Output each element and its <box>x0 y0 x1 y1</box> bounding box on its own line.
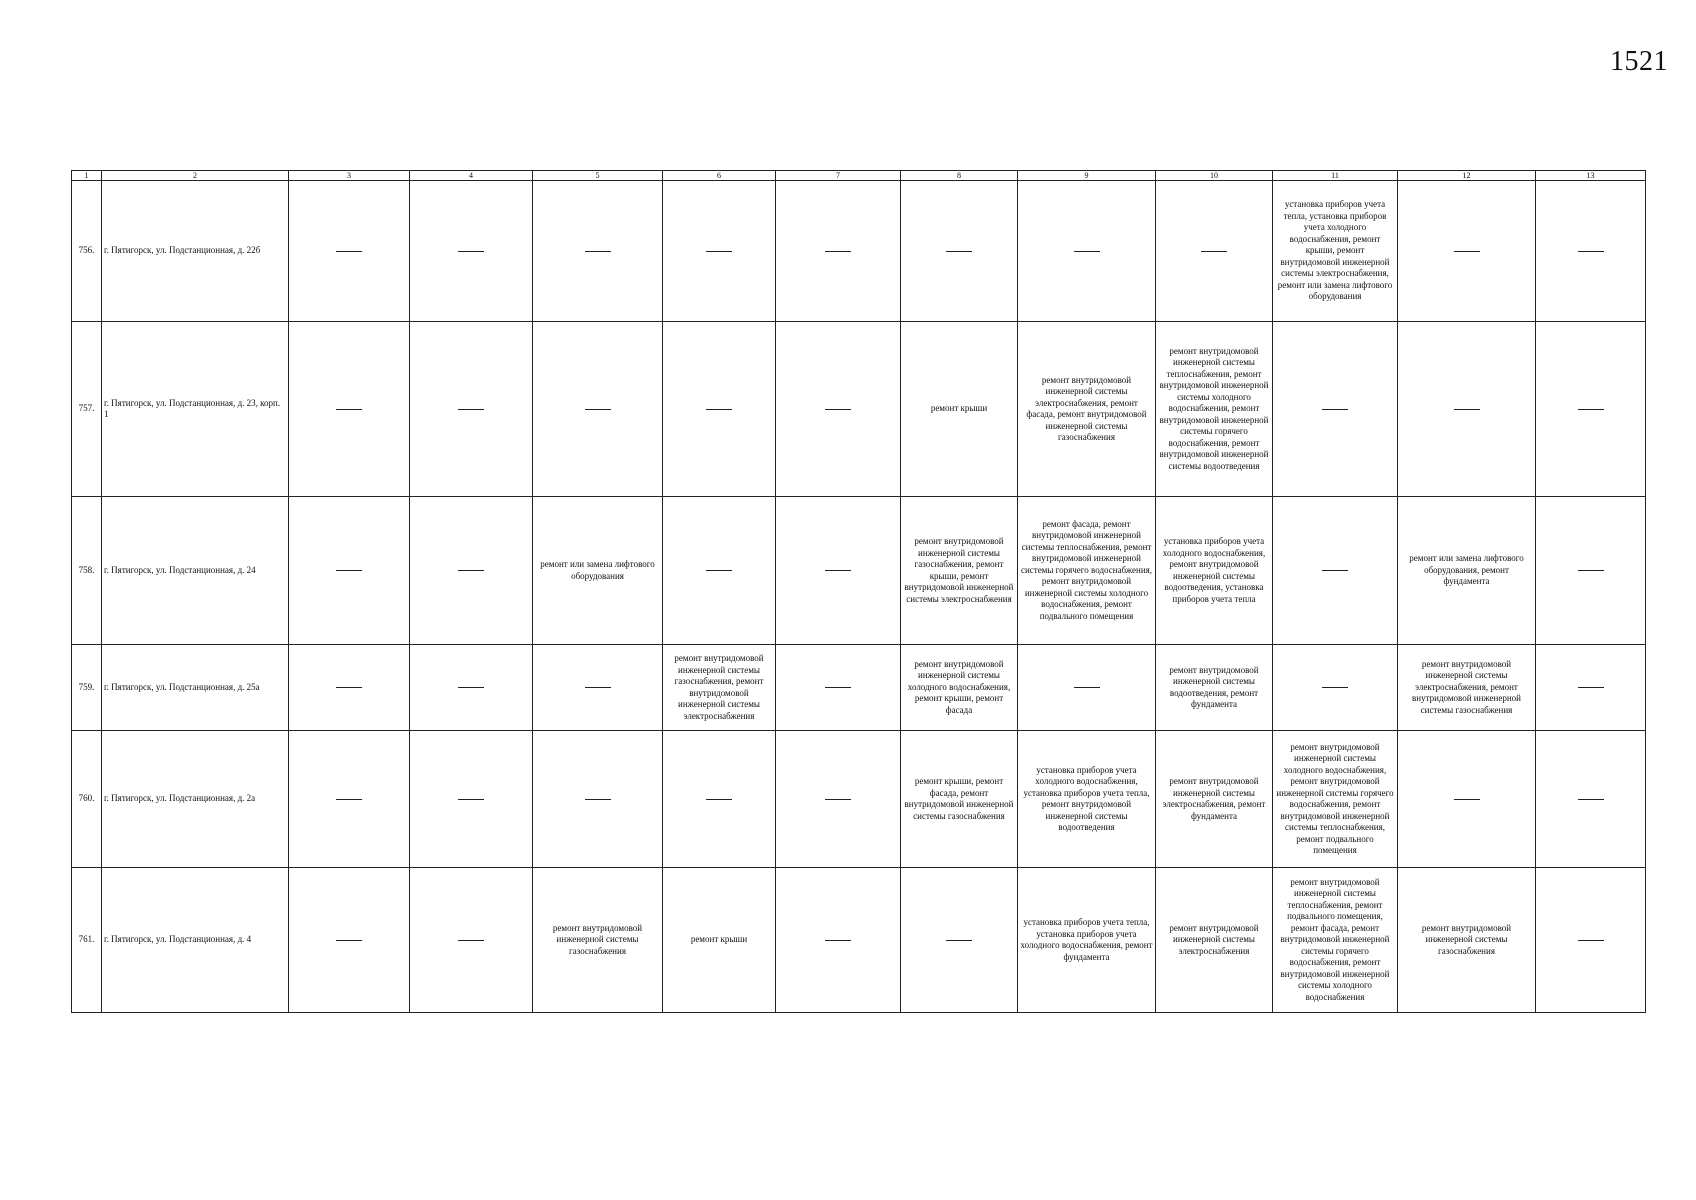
work-type-cell: установка приборов учета тепла, установка приборов учета холодного водоснабжения, ремонт фундамента <box>1018 868 1156 1013</box>
empty-cell <box>1273 645 1398 731</box>
empty-cell <box>1018 645 1156 731</box>
repair-schedule-table-wrap <box>71 170 1646 1013</box>
empty-cell <box>289 868 410 1013</box>
dash-mark <box>706 251 732 252</box>
column-number-row <box>72 171 1646 181</box>
dash-mark <box>1201 251 1227 252</box>
row-number: 757. <box>72 322 102 497</box>
column-number: 8 <box>901 171 1018 181</box>
dash-mark <box>1074 251 1100 252</box>
dash-mark <box>1578 570 1604 571</box>
work-type-cell: ремонт или замена лифтового оборудования, ремонт фундамента <box>1398 497 1536 645</box>
empty-cell <box>1398 731 1536 868</box>
table-row <box>72 322 1646 497</box>
dash-mark <box>1578 940 1604 941</box>
row-number: 758. <box>72 497 102 645</box>
dash-mark <box>946 251 972 252</box>
dash-mark <box>585 409 611 410</box>
dash-mark <box>336 940 362 941</box>
empty-cell <box>1536 181 1646 322</box>
row-number: 756. <box>72 181 102 322</box>
column-number: 3 <box>289 171 410 181</box>
dash-mark <box>706 799 732 800</box>
empty-cell <box>1273 322 1398 497</box>
dash-mark <box>1454 409 1480 410</box>
column-number: 5 <box>533 171 663 181</box>
address-cell: г. Пятигорск, ул. Подстанционная, д. 22б <box>102 181 289 322</box>
work-type-cell: ремонт внутридомовой инженерной системы газоснабжения, ремонт внутридомовой инженерной системы электроснабжения <box>663 645 776 731</box>
row-number: 759. <box>72 645 102 731</box>
empty-cell <box>1156 181 1273 322</box>
dash-mark <box>1578 409 1604 410</box>
dash-mark <box>585 251 611 252</box>
column-number: 10 <box>1156 171 1273 181</box>
dash-mark <box>1322 409 1348 410</box>
empty-cell <box>533 645 663 731</box>
address-cell: г. Пятигорск, ул. Подстанционная, д. 24 <box>102 497 289 645</box>
dash-mark <box>336 251 362 252</box>
empty-cell <box>410 181 533 322</box>
empty-cell <box>776 181 901 322</box>
repair-schedule-table <box>71 170 1646 1013</box>
empty-cell <box>1273 497 1398 645</box>
address-cell: г. Пятигорск, ул. Подстанционная, д. 23, корп. 1 <box>102 322 289 497</box>
empty-cell <box>1398 322 1536 497</box>
dash-mark <box>336 409 362 410</box>
dash-mark <box>825 251 851 252</box>
row-number: 761. <box>72 868 102 1013</box>
empty-cell <box>1398 181 1536 322</box>
empty-cell <box>1536 868 1646 1013</box>
empty-cell <box>533 731 663 868</box>
empty-cell <box>289 497 410 645</box>
dash-mark <box>1074 687 1100 688</box>
work-type-cell: установка приборов учета холодного водоснабжения, ремонт внутридомовой инженерной системы водоотведения, установка приборов учета тепла <box>1156 497 1273 645</box>
dash-mark <box>706 409 732 410</box>
row-number: 760. <box>72 731 102 868</box>
dash-mark <box>458 799 484 800</box>
dash-mark <box>336 799 362 800</box>
empty-cell <box>776 731 901 868</box>
dash-mark <box>825 570 851 571</box>
dash-mark <box>825 687 851 688</box>
table-row <box>72 868 1646 1013</box>
work-type-cell: ремонт внутридомовой инженерной системы холодного водоснабжения, ремонт крыши, ремонт фасада <box>901 645 1018 731</box>
dash-mark <box>585 799 611 800</box>
empty-cell <box>1536 322 1646 497</box>
empty-cell <box>410 645 533 731</box>
empty-cell <box>410 322 533 497</box>
work-type-cell: ремонт внутридомовой инженерной системы газоснабжения <box>533 868 663 1013</box>
column-number: 11 <box>1273 171 1398 181</box>
empty-cell <box>1018 181 1156 322</box>
work-type-cell: установка приборов учета холодного водоснабжения, установка приборов учета тепла, ремонт внутридомовой инженерной системы водоотведения <box>1018 731 1156 868</box>
empty-cell <box>289 731 410 868</box>
work-type-cell: ремонт внутридомовой инженерной системы электроснабжения <box>1156 868 1273 1013</box>
column-number: 7 <box>776 171 901 181</box>
dash-mark <box>458 940 484 941</box>
work-type-cell: ремонт внутридомовой инженерной системы теплоснабжения, ремонт внутридомовой инженерной системы холодного водоснабжения, ремонт внутридомовой инженерной системы горячего водоснабжения, ремонт внутридомовой инженерной системы водоотведения <box>1156 322 1273 497</box>
empty-cell <box>1536 645 1646 731</box>
dash-mark <box>336 570 362 571</box>
empty-cell <box>776 645 901 731</box>
empty-cell <box>289 181 410 322</box>
dash-mark <box>1322 687 1348 688</box>
empty-cell <box>663 731 776 868</box>
dash-mark <box>1322 570 1348 571</box>
work-type-cell: ремонт крыши <box>663 868 776 1013</box>
empty-cell <box>663 497 776 645</box>
empty-cell <box>410 868 533 1013</box>
work-type-cell: установка приборов учета тепла, установка приборов учета холодного водоснабжения, ремонт крыши, ремонт внутридомовой инженерной системы электроснабжения, ремонт или замена лифтового оборудования <box>1273 181 1398 322</box>
work-type-cell: ремонт внутридомовой инженерной системы водоотведения, ремонт фундамента <box>1156 645 1273 731</box>
dash-mark <box>1578 251 1604 252</box>
work-type-cell: ремонт внутридомовой инженерной системы электроснабжения, ремонт фундамента <box>1156 731 1273 868</box>
empty-cell <box>776 322 901 497</box>
column-number: 13 <box>1536 171 1646 181</box>
work-type-cell: ремонт внутридомовой инженерной системы холодного водоснабжения, ремонт внутридомовой инженерной системы горячего водоснабжения, ремонт внутридомовой инженерной системы теплоснабжения, ремонт подвального помещения <box>1273 731 1398 868</box>
dash-mark <box>825 409 851 410</box>
address-cell: г. Пятигорск, ул. Подстанционная, д. 25а <box>102 645 289 731</box>
empty-cell <box>533 181 663 322</box>
empty-cell <box>410 497 533 645</box>
dash-mark <box>1454 799 1480 800</box>
table-row <box>72 731 1646 868</box>
empty-cell <box>776 497 901 645</box>
dash-mark <box>336 687 362 688</box>
dash-mark <box>825 940 851 941</box>
column-number: 2 <box>102 171 289 181</box>
work-type-cell: ремонт внутридомовой инженерной системы газоснабжения, ремонт крыши, ремонт внутридомовой инженерной системы электроснабжения <box>901 497 1018 645</box>
empty-cell <box>776 868 901 1013</box>
work-type-cell: ремонт крыши, ремонт фасада, ремонт внутридомовой инженерной системы газоснабжения <box>901 731 1018 868</box>
work-type-cell: ремонт или замена лифтового оборудования <box>533 497 663 645</box>
column-number: 9 <box>1018 171 1156 181</box>
dash-mark <box>1454 251 1480 252</box>
empty-cell <box>410 731 533 868</box>
work-type-cell: ремонт фасада, ремонт внутридомовой инженерной системы теплоснабжения, ремонт внутридомовой инженерной системы горячего водоснабжения, ремонт внутридомовой инженерной системы холодного водоснабжения, ремонт подвального помещения <box>1018 497 1156 645</box>
address-cell: г. Пятигорск, ул. Подстанционная, д. 2а <box>102 731 289 868</box>
dash-mark <box>1578 687 1604 688</box>
empty-cell <box>901 181 1018 322</box>
empty-cell <box>1536 731 1646 868</box>
dash-mark <box>825 799 851 800</box>
dash-mark <box>946 940 972 941</box>
work-type-cell: ремонт внутридомовой инженерной системы электроснабжения, ремонт фасада, ремонт внутридомовой инженерной системы газоснабжения <box>1018 322 1156 497</box>
dash-mark <box>1578 799 1604 800</box>
work-type-cell: ремонт внутридомовой инженерной системы газоснабжения <box>1398 868 1536 1013</box>
table-row <box>72 181 1646 322</box>
page-number: 1521 <box>1610 46 1668 77</box>
empty-cell <box>901 868 1018 1013</box>
empty-cell <box>533 322 663 497</box>
column-number: 1 <box>72 171 102 181</box>
empty-cell <box>663 181 776 322</box>
empty-cell <box>289 322 410 497</box>
column-number: 6 <box>663 171 776 181</box>
empty-cell <box>289 645 410 731</box>
column-number: 4 <box>410 171 533 181</box>
dash-mark <box>458 409 484 410</box>
work-type-cell: ремонт внутридомовой инженерной системы электроснабжения, ремонт внутридомовой инженерной системы газоснабжения <box>1398 645 1536 731</box>
dash-mark <box>706 570 732 571</box>
table-row <box>72 645 1646 731</box>
address-cell: г. Пятигорск, ул. Подстанционная, д. 4 <box>102 868 289 1013</box>
dash-mark <box>458 570 484 571</box>
table-body <box>72 171 1646 1013</box>
column-number: 12 <box>1398 171 1536 181</box>
table-row <box>72 497 1646 645</box>
empty-cell <box>1536 497 1646 645</box>
dash-mark <box>458 251 484 252</box>
work-type-cell: ремонт крыши <box>901 322 1018 497</box>
work-type-cell: ремонт внутридомовой инженерной системы теплоснабжения, ремонт подвального помещения, ремонт фасада, ремонт внутридомовой инженерной системы горячего водоснабжения, ремонт внутридомовой инженерной системы холодного водоснабжения <box>1273 868 1398 1013</box>
dash-mark <box>585 687 611 688</box>
dash-mark <box>458 687 484 688</box>
empty-cell <box>663 322 776 497</box>
